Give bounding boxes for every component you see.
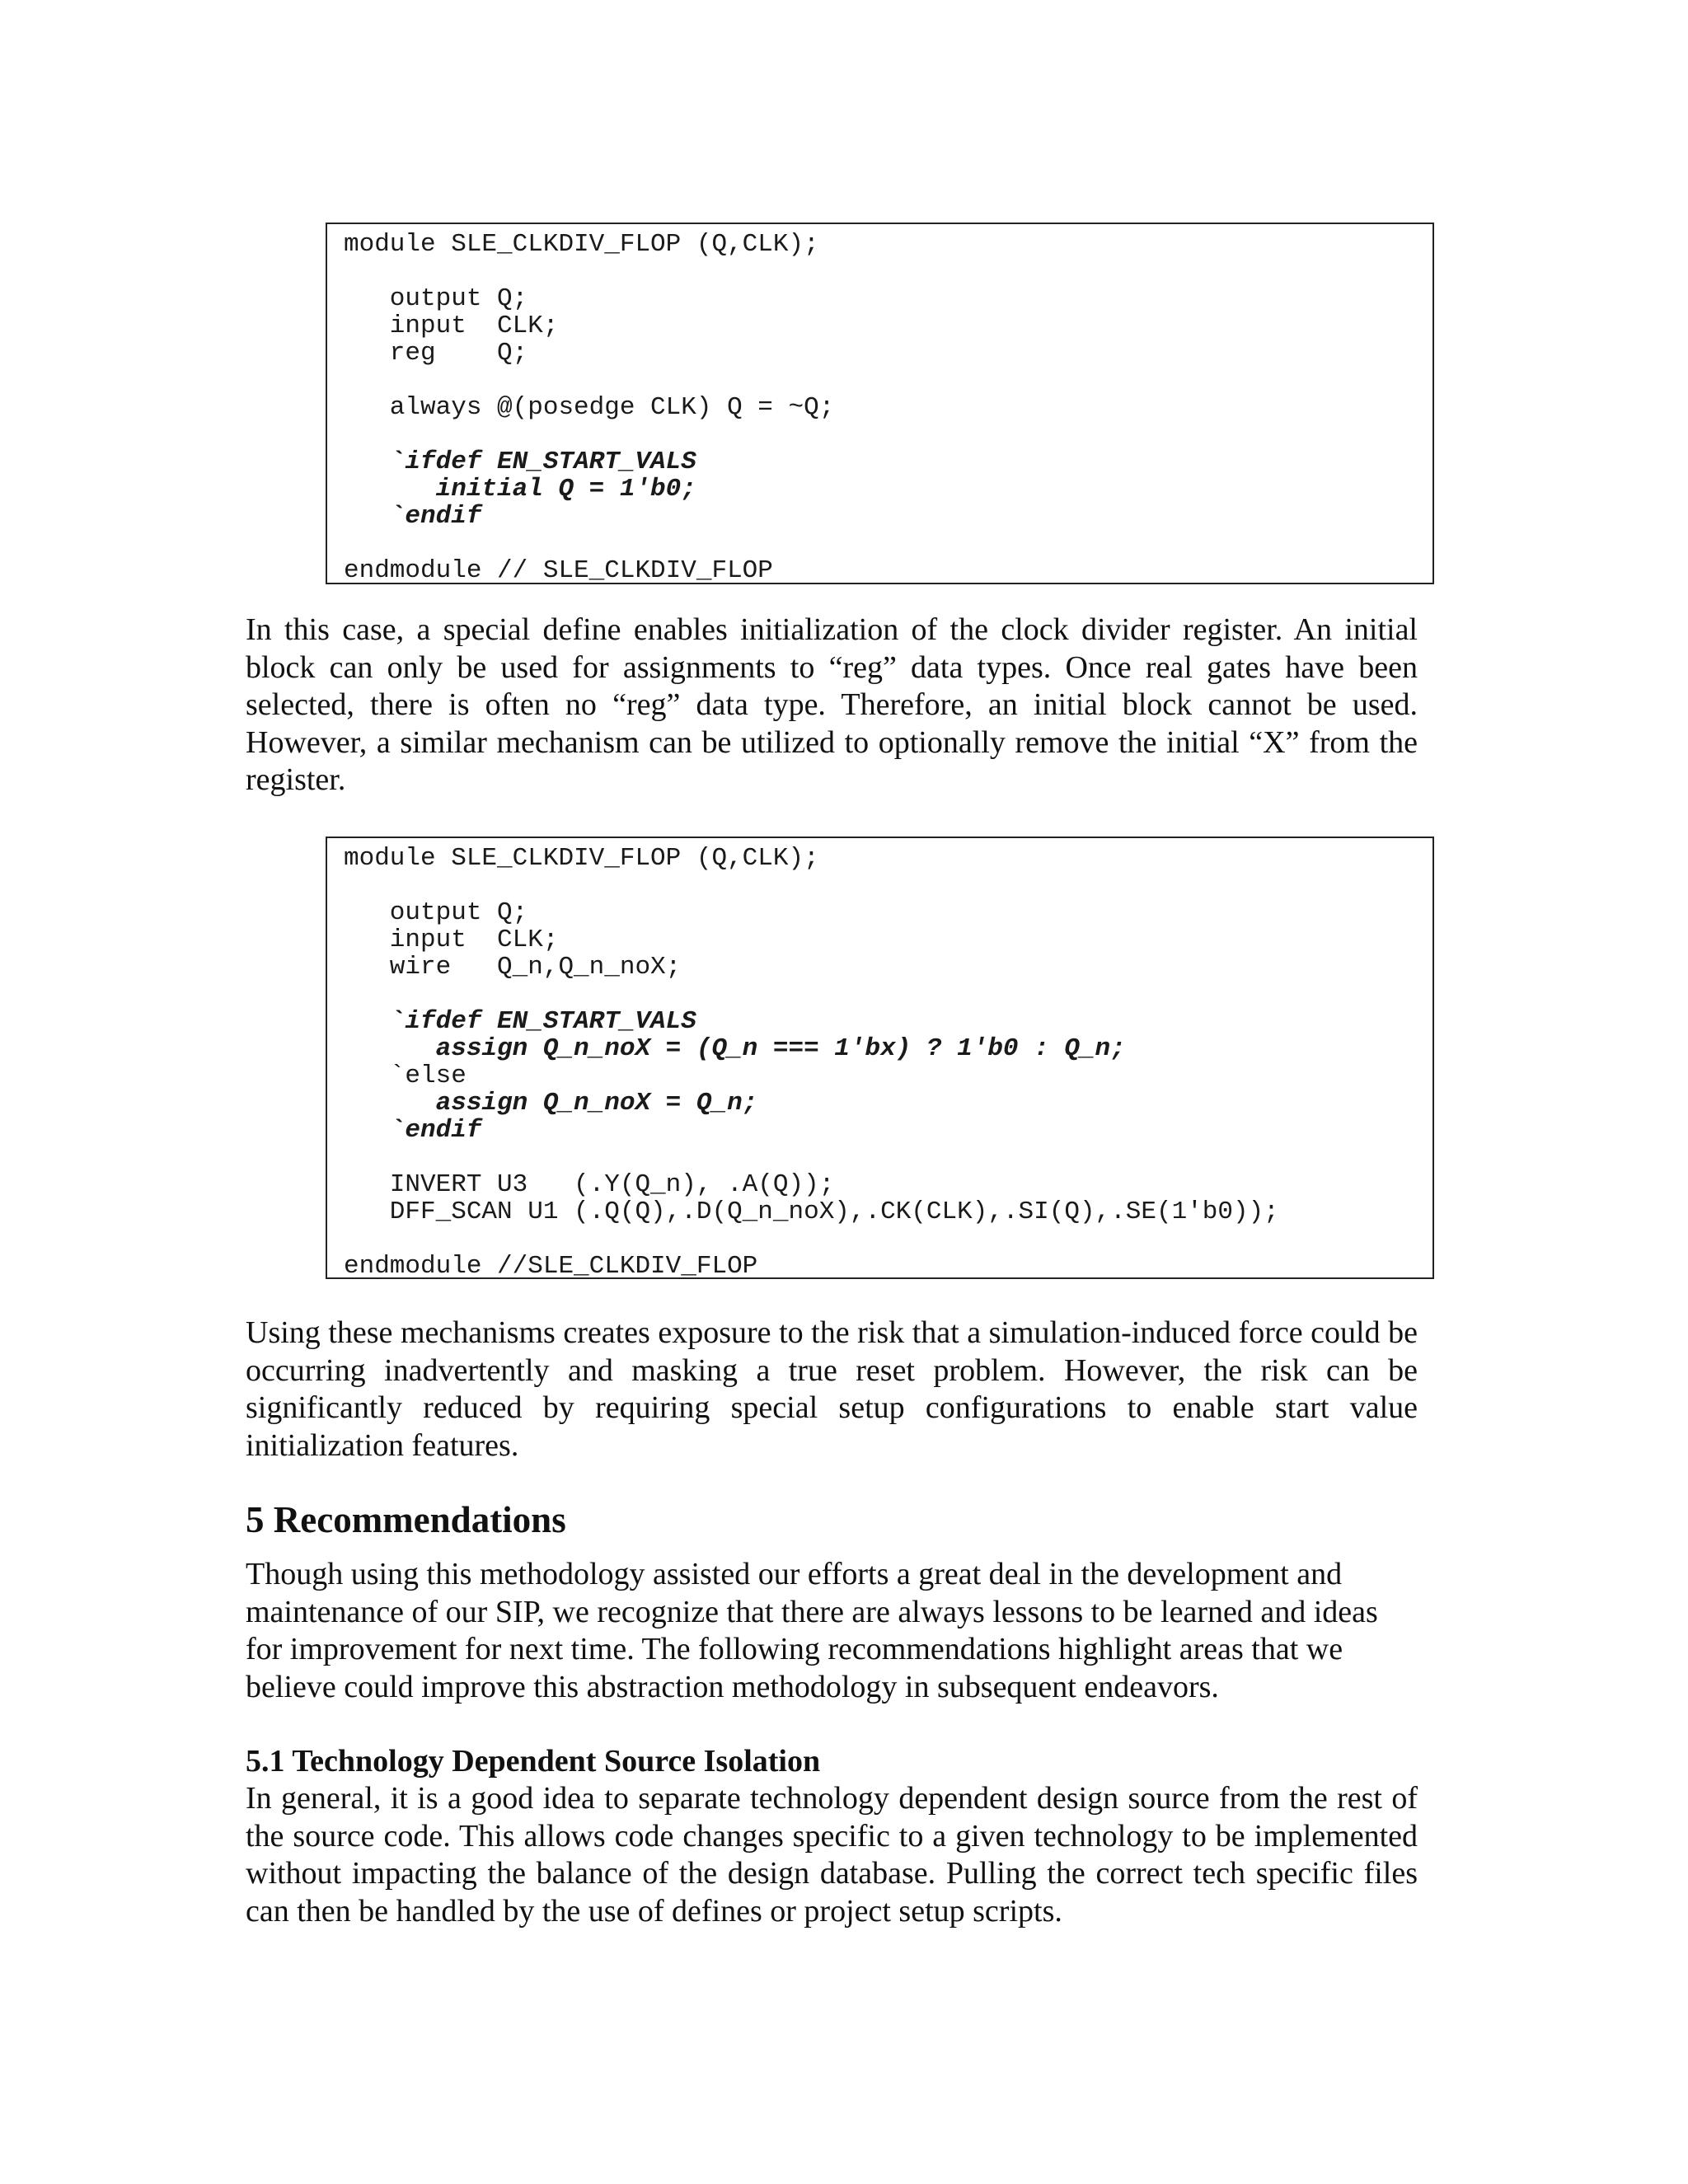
code-line: always @(posedge CLK) Q = ~Q; <box>344 393 835 422</box>
code-line: `ifdef EN_START_VALS <box>344 1007 696 1036</box>
code-line: wire Q_n,Q_n_noX; <box>344 953 682 982</box>
body-paragraph-4: In general, it is a good idea to separate technology dependent design source from the rest of the source code. This allows code changes specific to a given technology to be implemented without impacting the balance of the design database. Pulling the correct tech specific files can then be handled by the use of defines or project setup scripts. <box>246 1781 1418 1929</box>
code-line: endmodule //SLE_CLKDIV_FLOP <box>344 1252 758 1281</box>
code-line: reg Q; <box>344 339 528 368</box>
code-line <box>344 421 1416 448</box>
body-paragraph-2: Using these mechanisms creates exposure to the risk that a simulation-induced force could be occurring inadvertently and masking a true reset problem. However, the risk can be significantly reduced by requiring special setup configurations to enable start value initialization features. <box>246 1315 1418 1463</box>
code-listing-1 <box>326 223 1434 584</box>
subsection-heading-tech-isolation: 5.1 Technology Dependent Source Isolation <box>246 1744 821 1779</box>
code-line: module SLE_CLKDIV_FLOP (Q,CLK); <box>344 844 819 873</box>
code-line: `ifdef EN_START_VALS <box>344 448 696 476</box>
code-line <box>344 1226 1416 1253</box>
code-line <box>344 981 1416 1008</box>
code-line <box>344 872 1416 899</box>
code-line: INVERT U3 (.Y(Q_n), .A(Q)); <box>344 1170 835 1199</box>
body-paragraph-3: Though using this methodology assisted our efforts a great deal in the development and maintenance of our SIP, we recognize that there are always lessons to be learned and ideas for improvement for next time. The following recommendations highlight areas that we believe could improve this abstraction methodology in subsequent endeavors. <box>246 1557 1378 1704</box>
code-line: output Q; <box>344 898 528 927</box>
code-line: initial Q = 1'b0; <box>344 475 696 504</box>
code-line: assign Q_n_noX = (Q_n === 1'bx) ? 1'b0 : Q_n; <box>344 1034 1126 1063</box>
code-line: DFF_SCAN U1 (.Q(Q),.D(Q_n_noX),.CK(CLK),.SI(Q),.SE(1'b0)); <box>344 1197 1279 1226</box>
code-line: input CLK; <box>344 926 559 954</box>
code-line <box>344 367 1416 394</box>
code-line <box>344 530 1416 557</box>
code-line: endmodule // SLE_CLKDIV_FLOP <box>344 556 773 585</box>
code-listing-2 <box>326 837 1434 1279</box>
code-line: `endif <box>344 1116 482 1145</box>
code-line: `else <box>344 1062 467 1090</box>
code-line: module SLE_CLKDIV_FLOP (Q,CLK); <box>344 230 819 259</box>
code-line: `endif <box>344 502 482 531</box>
section-heading-recommendations: 5 Recommendations <box>246 1499 566 1540</box>
code-line: output Q; <box>344 284 528 313</box>
code-line: assign Q_n_noX = Q_n; <box>344 1089 758 1118</box>
code-line <box>344 258 1416 285</box>
code-line: input CLK; <box>344 312 559 340</box>
code-line <box>344 1144 1416 1171</box>
body-paragraph-1: In this case, a special define enables initialization of the clock divider register. An initial block can only be used for assignments to “reg” data types. Once real gates have been selected, there is often no “reg” data type. Therefore, an initial block cannot be used. However, a similar mechanism can be utilized to optionally remove the initial “X” from the register. <box>246 612 1418 797</box>
